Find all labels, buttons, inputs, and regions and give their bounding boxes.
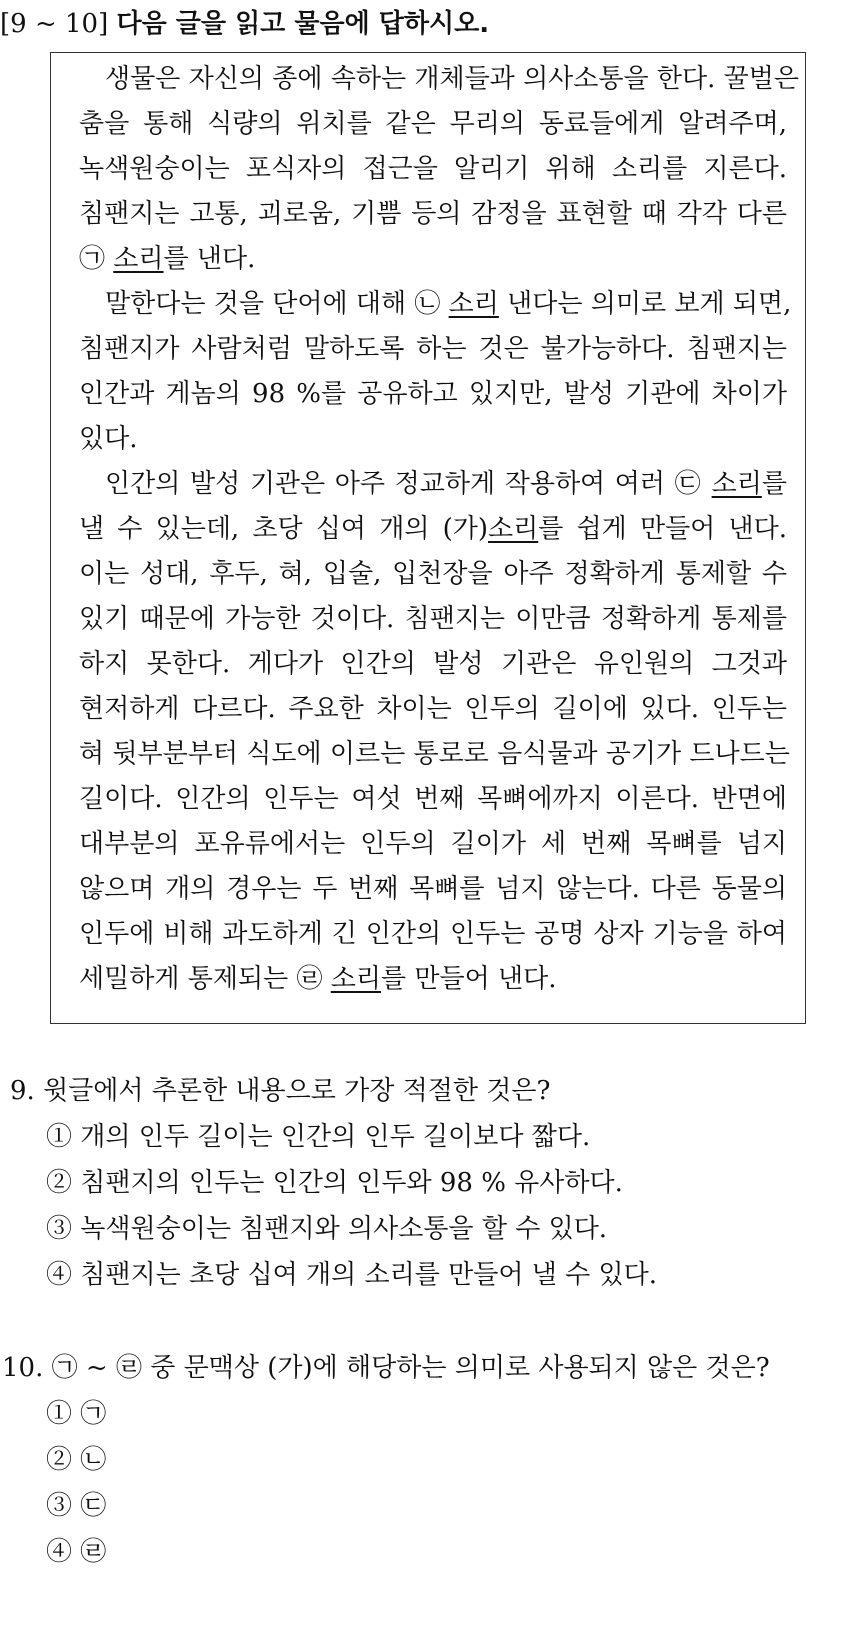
- question-number: 9.: [10, 1076, 35, 1106]
- option-text: 침팬지는 초당 십여 개의 소리를 만들어 낼 수 있다.: [80, 1260, 657, 1290]
- passage-line: 있다.: [79, 424, 138, 454]
- passage-line: 인간의 발성 기관은 아주 정교하게 작용하여 여러 ㉢ 소리를: [105, 469, 787, 499]
- passage-line: 인두에 비해 과도하게 긴 인간의 인두는 공명 상자 기능을 하여: [79, 919, 787, 949]
- q10-option-4[interactable]: [46, 1529, 106, 1575]
- underlined-word: 소리: [711, 469, 762, 499]
- question-10-stem: [2, 1345, 770, 1391]
- passage-line: 세밀하게 통제되는 ㉣ 소리를 만들어 낸다.: [79, 964, 557, 994]
- passage-line: 인간과 게놈의 98 %를 공유하고 있지만, 발성 기관에 차이가: [79, 379, 787, 409]
- passage-line: 침팬지는 고통, 괴로움, 기쁨 등의 감정을 표현할 때 각각 다른: [79, 199, 787, 229]
- instruction: 다음 글을 읽고 물음에 답하시오.: [116, 9, 490, 39]
- option-text: ㉠: [80, 1399, 107, 1429]
- passage-line: 이는 성대, 후두, 혀, 입술, 입천장을 아주 정확하게 통제할 수: [79, 559, 787, 589]
- option-number: ②: [46, 1445, 73, 1475]
- mark-giyeok: ㉠: [79, 244, 106, 274]
- q9-option-3[interactable]: [46, 1206, 607, 1252]
- question-text: ㉠ ~ ㉣ 중 문맥상 (가)에 해당하는 의미로 사용되지 않은 것은?: [51, 1353, 770, 1383]
- question-number: 10.: [2, 1353, 44, 1383]
- passage-line: 있기 때문에 가능한 것이다. 침팬지는 이만큼 정확하게 통제를: [79, 604, 787, 634]
- passage-line: 대부분의 포유류에서는 인두의 길이가 세 번째 목뼈를 넘지: [79, 829, 787, 859]
- underlined-word-ga: 소리: [488, 514, 539, 544]
- option-text: 침팬지의 인두는 인간의 인두와 98 % 유사하다.: [80, 1168, 623, 1198]
- mark-nieun: ㉡: [414, 289, 441, 319]
- passage-line: 침팬지가 사람처럼 말하도록 하는 것은 불가능하다. 침팬지는: [79, 334, 787, 364]
- question-range: [9 ~ 10]: [0, 9, 109, 39]
- underlined-word: 소리: [448, 289, 499, 319]
- q10-option-1[interactable]: [46, 1391, 106, 1437]
- option-number: ④: [46, 1260, 73, 1290]
- passage-line: 말한다는 것을 단어에 대해 ㉡ 소리 낸다는 의미로 보게 되면,: [105, 289, 792, 319]
- option-text: ㉡: [80, 1445, 107, 1475]
- option-text: ㉢: [80, 1491, 107, 1521]
- q9-option-4[interactable]: [46, 1252, 657, 1298]
- q10-option-3[interactable]: [46, 1483, 106, 1529]
- option-number: ④: [46, 1537, 73, 1567]
- passage-line: 현저하게 다르다. 주요한 차이는 인두의 길이에 있다. 인두는: [79, 694, 787, 724]
- option-number: ③: [46, 1214, 73, 1244]
- passage-line: 않으며 개의 경우는 두 번째 목뼈를 넘지 않는다. 다른 동물의: [79, 874, 787, 904]
- question-set-header: [0, 6, 489, 42]
- question-text: 윗글에서 추론한 내용으로 가장 적절한 것은?: [43, 1076, 551, 1106]
- passage-line: 혀 뒷부분부터 식도에 이르는 통로로 음식물과 공기가 드나드는: [79, 739, 790, 769]
- passage-line: 생물은 자신의 종에 속하는 개체들과 의사소통을 한다. 꿀벌은: [105, 64, 800, 94]
- option-text: 개의 인두 길이는 인간의 인두 길이보다 짧다.: [80, 1122, 591, 1152]
- underlined-word: 소리: [330, 964, 381, 994]
- question-9-stem: [10, 1068, 550, 1114]
- option-number: ①: [46, 1399, 73, 1429]
- passage-line: 낼 수 있는데, 초당 십여 개의 (가)소리를 쉽게 만들어 낸다.: [79, 514, 787, 544]
- passage-line: 춤을 통해 식량의 위치를 같은 무리의 동료들에게 알려주며,: [79, 109, 787, 139]
- option-number: ②: [46, 1168, 73, 1198]
- option-number: ①: [46, 1122, 73, 1152]
- passage-line: 녹색원숭이는 포식자의 접근을 알리기 위해 소리를 지른다.: [79, 154, 787, 184]
- mark-digeut: ㉢: [674, 469, 702, 499]
- mark-rieul: ㉣: [296, 964, 323, 994]
- q9-option-1[interactable]: [46, 1114, 590, 1160]
- q9-option-2[interactable]: [46, 1160, 623, 1206]
- passage-line: ㉠ 소리를 낸다.: [79, 244, 256, 274]
- option-number: ③: [46, 1491, 73, 1521]
- reading-passage-box: [50, 52, 806, 1024]
- passage-line: 길이다. 인간의 인두는 여섯 번째 목뼈에까지 이른다. 반면에: [79, 784, 787, 814]
- underlined-word: 소리: [113, 244, 164, 274]
- option-text: 녹색원숭이는 침팬지와 의사소통을 할 수 있다.: [80, 1214, 608, 1244]
- passage-line: 하지 못한다. 게다가 인간의 발성 기관은 유인원의 그것과: [79, 649, 787, 679]
- option-text: ㉣: [80, 1537, 107, 1567]
- q10-option-2[interactable]: [46, 1437, 106, 1483]
